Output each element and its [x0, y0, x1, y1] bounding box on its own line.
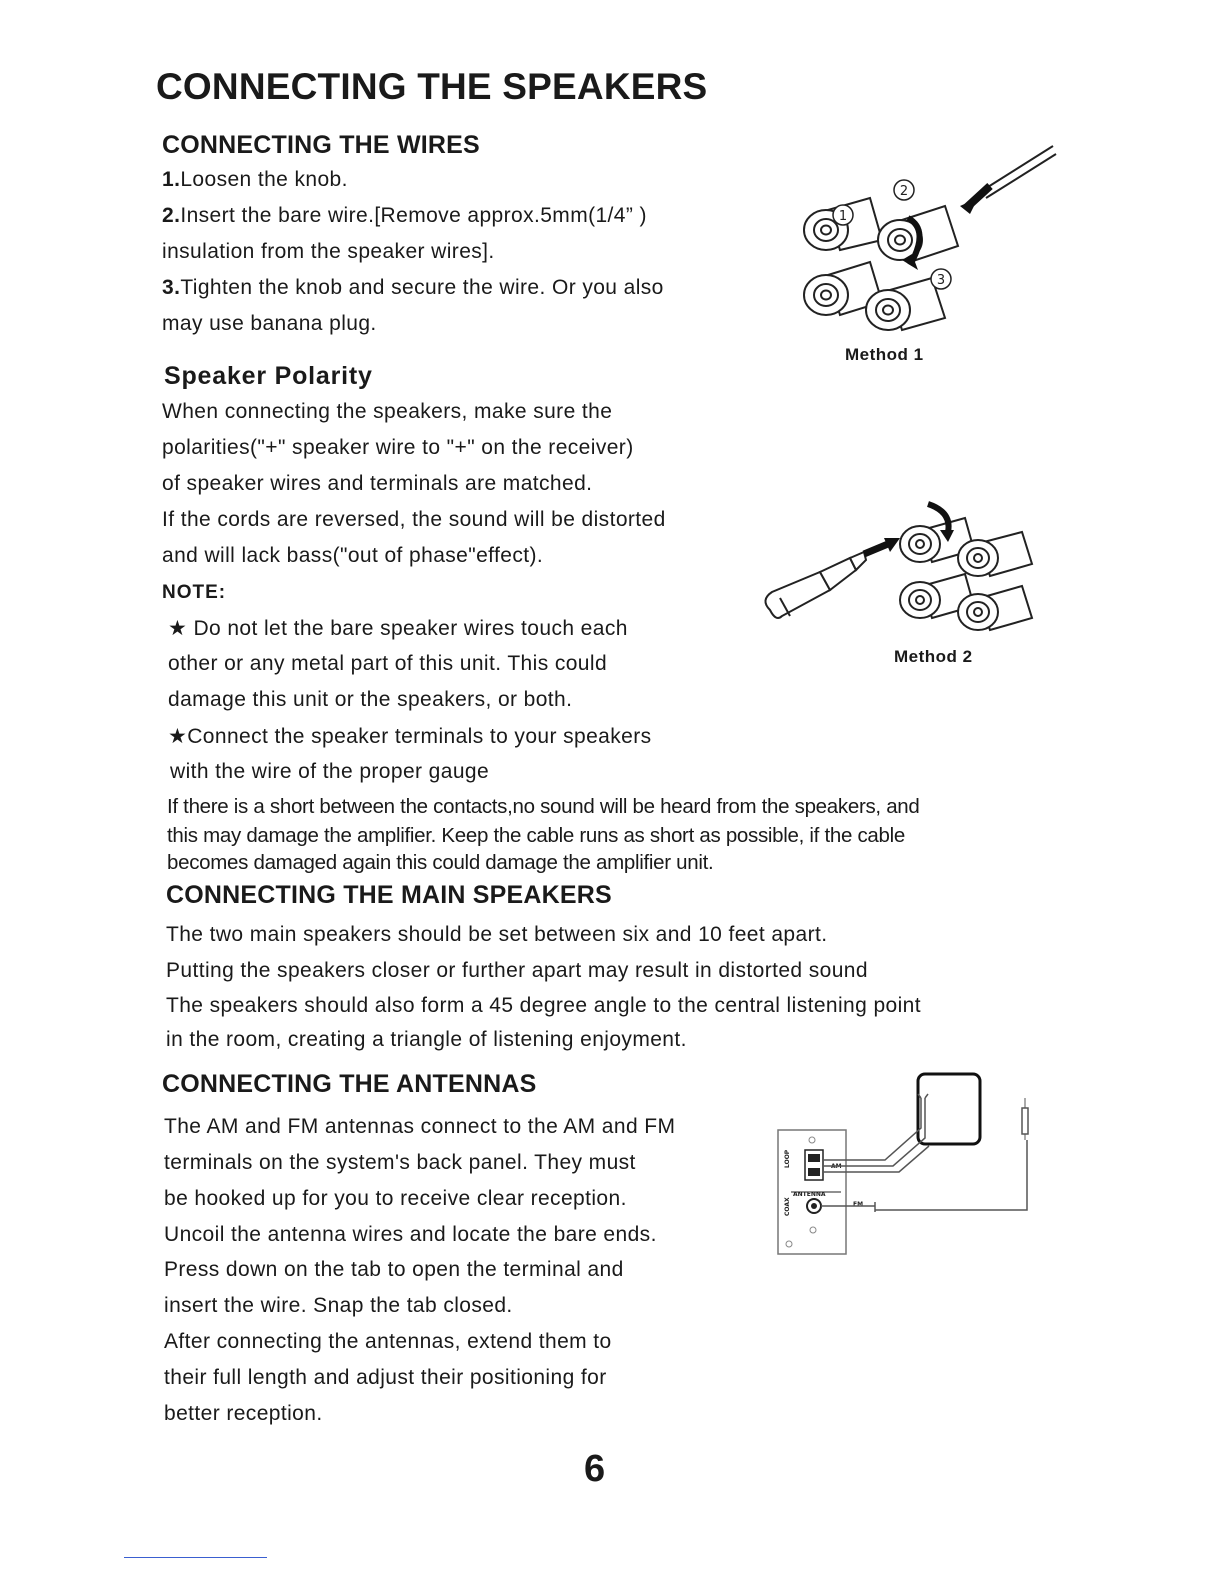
antennas-line: Press down on the tab to open the terminal and [164, 1258, 624, 1281]
polarity-line: When connecting the speakers, make sure the [162, 400, 613, 423]
svg-text:ANTENNA: ANTENNA [793, 1191, 826, 1198]
svg-text:FM: FM [853, 1201, 864, 1208]
wires-step-3: 3.Tighten the knob and secure the wire. Or you also [162, 276, 664, 299]
note-label: NOTE: [162, 582, 227, 603]
fm-antenna-wire [875, 1140, 1027, 1210]
wires-step-1: 1.Loosen the knob. [162, 168, 348, 191]
wires-step-3-cont: may use banana plug. [162, 312, 377, 335]
polarity-line: and will lack bass("out of phase"effect). [162, 544, 544, 567]
wires-step-2: 2.Insert the bare wire.[Remove approx.5mm(1/4” ) [162, 204, 647, 227]
main-speakers-heading: CONNECTING THE MAIN SPEAKERS [166, 881, 612, 909]
note-line: ★ Do not let the bare speaker wires touch each [168, 617, 628, 640]
main-speakers-line: The speakers should also form a 45 degree angle to the central listening point [166, 994, 921, 1017]
antennas-line: their full length and adjust their positioning for [164, 1366, 607, 1389]
main-speakers-line: Putting the speakers closer or further apart may result in distorted sound [166, 959, 868, 982]
wires-heading: CONNECTING THE WIRES [162, 131, 480, 159]
loop-antenna-icon [918, 1074, 980, 1144]
antennas-heading: CONNECTING THE ANTENNAS [162, 1070, 537, 1098]
note-line: with the wire of the proper gauge [170, 760, 490, 783]
svg-text:2: 2 [899, 184, 909, 199]
svg-text:LOOP: LOOP [784, 1149, 791, 1168]
banana-plug-icon [765, 552, 866, 618]
antennas-line: insert the wire. Snap the tab closed. [164, 1294, 513, 1317]
antennas-line: Uncoil the antenna wires and locate the bare ends. [164, 1223, 657, 1246]
page-number: 6 [584, 1448, 606, 1490]
note-line: damage this unit or the speakers, or both. [168, 688, 573, 711]
insert-arrow-icon [864, 544, 888, 554]
main-speakers-line: The two main speakers should be set between six and 10 feet apart. [166, 923, 828, 946]
method-2-figure [760, 488, 1045, 643]
antenna-figure [775, 1068, 1035, 1258]
polarity-line: of speaker wires and terminals are matched. [162, 472, 593, 495]
svg-text:COAX: COAX [784, 1197, 791, 1216]
note-line: ★Connect the speaker terminals to your speakers [168, 725, 652, 748]
method-1-figure [790, 140, 1060, 340]
polarity-heading: Speaker Polarity [164, 362, 373, 390]
speaker-wire [980, 146, 1053, 192]
antennas-line: terminals on the system's back panel. They must [164, 1151, 636, 1174]
polarity-line: If the cords are reversed, the sound will be distorted [162, 508, 666, 531]
warning-line: becomes damaged again this could damage the amplifier unit. [167, 851, 714, 874]
page-title: CONNECTING THE SPEAKERS [156, 66, 708, 107]
warning-line: If there is a short between the contacts,no sound will be heard from the speakers, and [167, 795, 920, 818]
svg-text:AM: AM [831, 1163, 842, 1170]
wires-step-2-cont: insulation from the speaker wires]. [162, 240, 495, 263]
main-speakers-line: in the room, creating a triangle of listening enjoyment. [166, 1028, 687, 1051]
method-1-caption: Method 1 [845, 345, 924, 364]
footer-rule [124, 1557, 267, 1558]
method-2-caption: Method 2 [894, 647, 973, 666]
svg-text:1: 1 [838, 209, 848, 224]
antennas-line: be hooked up for you to receive clear reception. [164, 1187, 627, 1210]
note-line: other or any metal part of this unit. This could [168, 652, 608, 675]
warning-line: this may damage the amplifier. Keep the cable runs as short as possible, if the cable [167, 824, 905, 847]
svg-text:3: 3 [936, 273, 946, 288]
antennas-line: better reception. [164, 1402, 323, 1425]
antennas-line: The AM and FM antennas connect to the AM and FM [164, 1115, 676, 1138]
antennas-line: After connecting the antennas, extend them to [164, 1330, 612, 1353]
polarity-line: polarities("+" speaker wire to "+" on the receiver) [162, 436, 634, 459]
